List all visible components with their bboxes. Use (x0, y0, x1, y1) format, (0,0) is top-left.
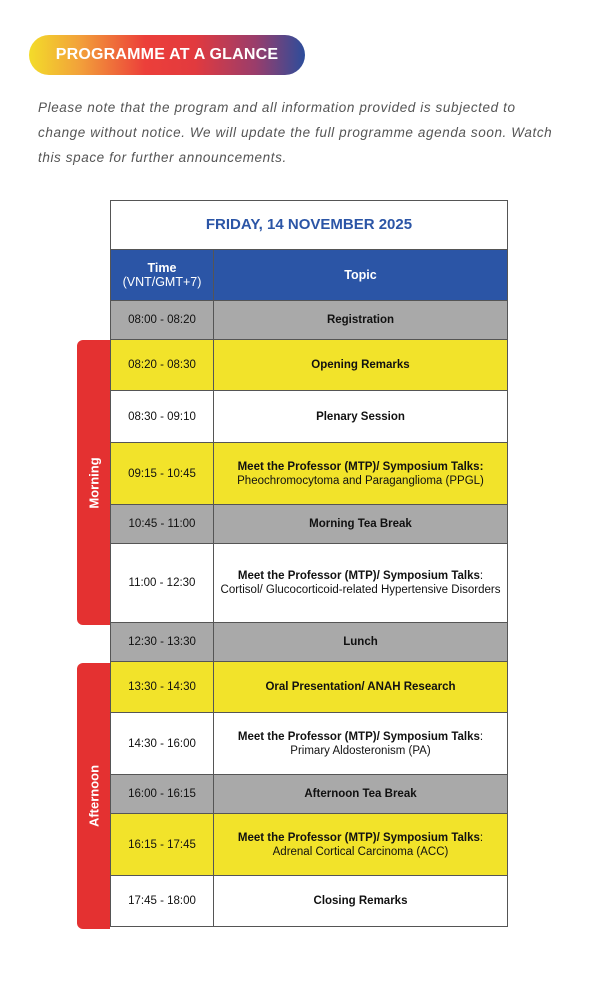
row-topic: Meet the Professor (MTP)/ Symposium Talks: Cortisol/ Glucocorticoid-related Hypertensive Disorders (214, 544, 508, 623)
row-topic: Oral Presentation/ ANAH Research (214, 662, 508, 713)
table-row (111, 713, 508, 775)
time-zone-label: (VNT/GMT+7) (122, 275, 202, 289)
topic-column-header: Topic (214, 250, 508, 301)
row-time: 14:30 - 16:00 (111, 713, 214, 775)
row-topic-detail: Primary Aldosteronism (PA) (290, 744, 431, 757)
row-time: 12:30 - 13:30 (111, 623, 214, 662)
row-time: 16:00 - 16:15 (111, 775, 214, 814)
row-topic: Afternoon Tea Break (214, 775, 508, 814)
table-row (111, 623, 508, 662)
row-topic-detail: Cortisol/ Glucocorticoid-related Hypertensive Disorders (220, 584, 501, 596)
table-row (111, 391, 508, 443)
table-row (111, 443, 508, 505)
time-column-header: Time (VNT/GMT+7) (111, 250, 214, 301)
row-time: 11:00 - 12:30 (111, 544, 214, 623)
table-row (111, 544, 508, 623)
row-topic: Closing Remarks (214, 876, 508, 927)
schedule-date: FRIDAY, 14 NOVEMBER 2025 (111, 201, 508, 250)
schedule-table (110, 200, 508, 927)
row-topic: Opening Remarks (214, 340, 508, 391)
row-time: 17:45 - 18:00 (111, 876, 214, 927)
programme-banner (29, 35, 305, 75)
row-topic-detail: Pheochromocytoma and Paraganglioma (PPGL) (237, 474, 484, 487)
table-row (111, 301, 508, 340)
row-topic-detail: Adrenal Cortical Carcinoma (ACC) (272, 845, 449, 858)
row-topic: Registration (214, 301, 508, 340)
row-time: 08:00 - 08:20 (111, 301, 214, 340)
row-topic: Plenary Session (214, 391, 508, 443)
table-row (111, 876, 508, 927)
disclaimer-note: Please note that the program and all information provided is subjected to change without notice. We will update the full programme agenda soon. Watch this space for further announcements. (38, 100, 553, 165)
session-label-morning: Morning (77, 340, 110, 625)
row-topic: Morning Tea Break (214, 505, 508, 544)
row-time: 16:15 - 17:45 (111, 814, 214, 876)
row-time: 08:20 - 08:30 (111, 340, 214, 391)
row-time: 08:30 - 09:10 (111, 391, 214, 443)
table-header (111, 250, 508, 301)
table-row (111, 505, 508, 544)
table-row (111, 662, 508, 713)
row-topic: Lunch (214, 623, 508, 662)
session-label-afternoon: Afternoon (77, 663, 110, 929)
table-row (111, 775, 508, 814)
table-row (111, 340, 508, 391)
row-time: 10:45 - 11:00 (111, 505, 214, 544)
row-time: 13:30 - 14:30 (111, 662, 214, 713)
banner-title: PROGRAMME AT A GLANCE (55, 46, 279, 63)
row-topic: Meet the Professor (MTP)/ Symposium Talks: Pheochromocytoma and Paraganglioma (PPGL) (214, 443, 508, 505)
row-topic: Meet the Professor (MTP)/ Symposium Talks: Adrenal Cortical Carcinoma (ACC) (214, 814, 508, 876)
table-row (111, 814, 508, 876)
row-topic: Meet the Professor (MTP)/ Symposium Talks: Primary Aldosteronism (PA) (214, 713, 508, 775)
row-time: 09:15 - 10:45 (111, 443, 214, 505)
